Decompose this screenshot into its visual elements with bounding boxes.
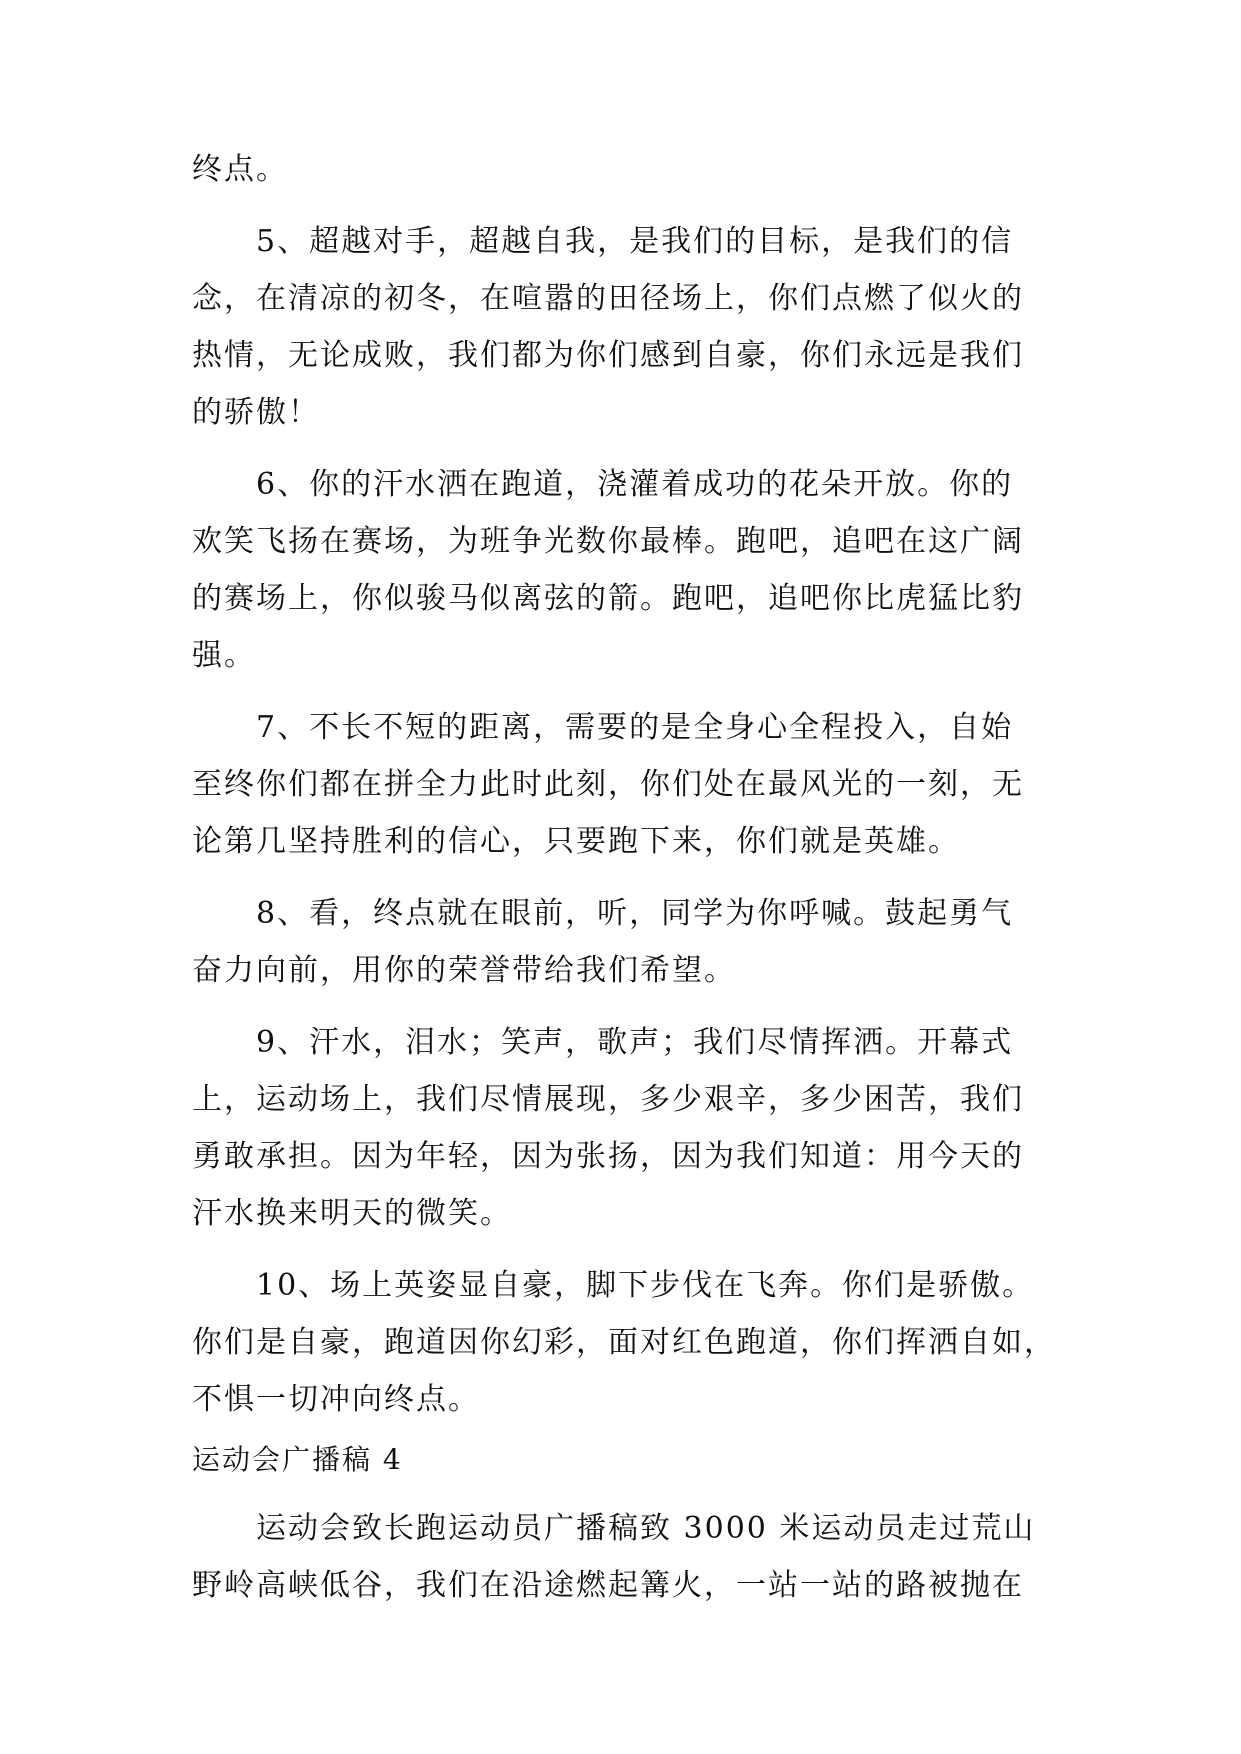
section-heading: 运动会广播稿 4	[192, 1443, 403, 1476]
paragraph-line: 9、汗水，泪水；笑声，歌声；我们尽情挥洒。开幕式	[256, 1025, 1014, 1060]
paragraph-line: 热情，无论成败，我们都为你们感到自豪，你们永远是我们	[192, 338, 1024, 373]
paragraph-line: 5、超越对手，超越自我，是我们的目标，是我们的信	[256, 224, 1014, 259]
paragraph-line: 至终你们都在拼全力此时此刻，你们处在最风光的一刻，无	[192, 767, 1024, 802]
paragraph-line: 终点。	[192, 152, 288, 187]
paragraph-line: 8、看，终点就在眼前，听，同学为你呼喊。鼓起勇气	[256, 896, 1014, 931]
paragraph-line: 的赛场上，你似骏马似离弦的箭。跑吧，追吧你比虎猛比豹	[192, 581, 1024, 616]
paragraph-line: 6、你的汗水洒在跑道，浇灌着成功的花朵开放。你的	[256, 467, 1014, 502]
paragraph-line: 10、场上英姿显自豪，脚下步伐在飞奔。你们是骄傲。	[256, 1268, 1035, 1303]
paragraph-line: 奋力向前，用你的荣誉带给我们希望。	[192, 953, 736, 988]
paragraph-line: 欢笑飞扬在赛场，为班争光数你最棒。跑吧，追吧在这广阔	[192, 524, 1024, 559]
paragraph-line: 念，在清凉的初冬，在喧嚣的田径场上，你们点燃了似火的	[192, 281, 1024, 316]
paragraph-line: 你们是自豪，跑道因你幻彩，面对红色跑道，你们挥洒自如，	[192, 1325, 1056, 1360]
paragraph-line: 运动会致长跑运动员广播稿致 3000 米运动员走过荒山	[256, 1511, 1036, 1546]
paragraph-line: 汗水换来明天的微笑。	[192, 1196, 512, 1231]
paragraph-line: 论第几坚持胜利的信心，只要跑下来，你们就是英雄。	[192, 824, 960, 859]
paragraph-line: 7、不长不短的距离，需要的是全身心全程投入，自始	[256, 710, 1014, 745]
paragraph-line: 野岭高峡低谷，我们在沿途燃起篝火，一站一站的路被抛在	[192, 1568, 1024, 1603]
paragraph-line: 强。	[192, 638, 256, 673]
paragraph-line: 勇敢承担。因为年轻，因为张扬，因为我们知道：用今天的	[192, 1139, 1024, 1174]
paragraph-line: 上，运动场上，我们尽情展现，多少艰辛，多少困苦，我们	[192, 1082, 1024, 1117]
paragraph-line: 不惧一切冲向终点。	[192, 1382, 480, 1417]
paragraph-line: 的骄傲！	[192, 395, 320, 430]
